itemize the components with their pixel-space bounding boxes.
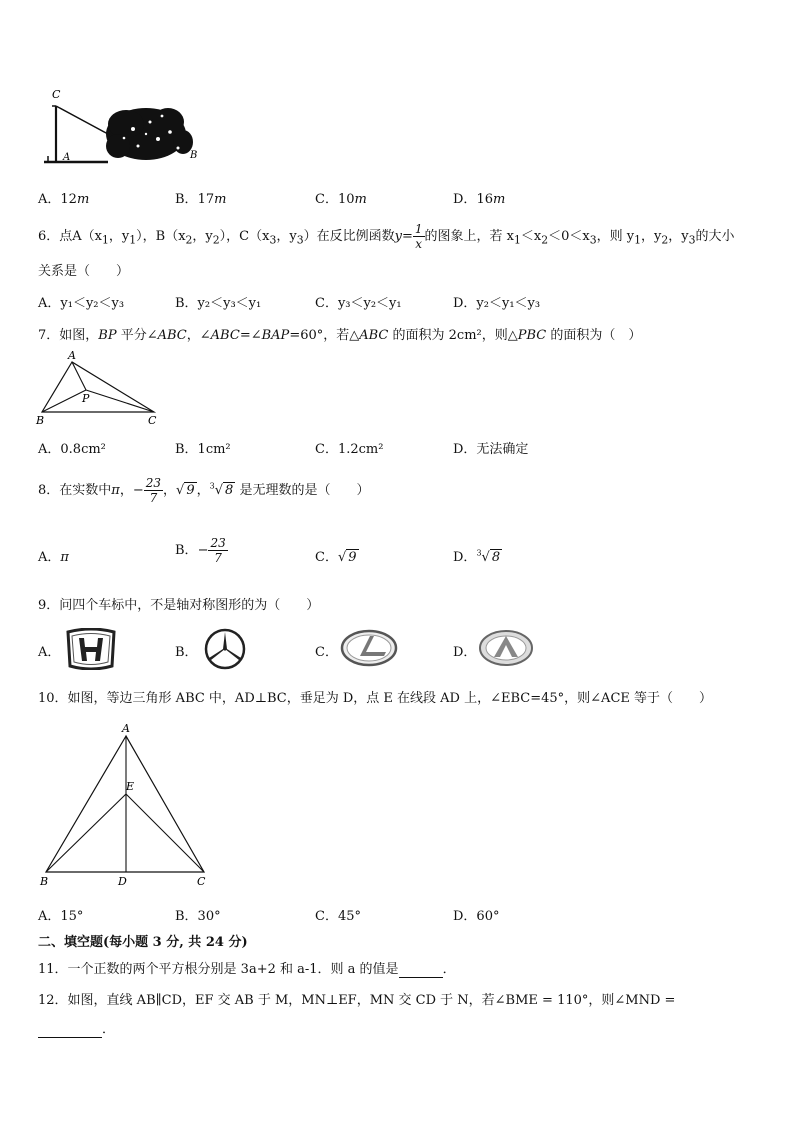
- infiniti-logo-icon: [478, 629, 534, 667]
- q10-option-b[interactable]: B．30°: [175, 909, 221, 924]
- q5-option-d[interactable]: D．16m: [453, 192, 506, 207]
- q9-option-c[interactable]: C．: [315, 645, 338, 660]
- q6-option-a[interactable]: A．y₁＜y₂＜y₃: [38, 296, 125, 311]
- q5-label-c: C: [52, 88, 61, 101]
- q10-label-e: E: [126, 780, 135, 793]
- q10-label-a: A: [122, 722, 130, 735]
- q12-answer-blank[interactable]: [38, 1022, 102, 1038]
- q9-option-b[interactable]: B．: [175, 645, 198, 660]
- q7-figure: [34, 348, 164, 428]
- q7-option-c[interactable]: C．1.2cm²: [315, 442, 384, 457]
- q8-option-a[interactable]: A．π: [38, 550, 69, 565]
- q8-fraction: $\frac{23}{7}$: [145, 476, 162, 505]
- q8-option-b[interactable]: B．− $\frac{23}{7}$: [175, 536, 226, 565]
- section-heading-fill-in: 二、填空题(每小题 3 分, 共 24 分): [38, 935, 248, 950]
- q6-fraction: $\frac{1}{x}$: [414, 222, 423, 251]
- q8-option-d[interactable]: D．$^3$√ 8: [453, 548, 501, 565]
- q8-text: 8．在实数中π，− $\frac{23}{7}$ ，√ 9 ，$^3$√ 8 是无理数的是（ ）: [38, 476, 370, 505]
- q10-label-c: C: [197, 875, 206, 888]
- q5-option-b[interactable]: B．17m: [175, 192, 227, 207]
- q5-figure: [38, 84, 218, 170]
- q11-answer-blank[interactable]: [399, 962, 443, 978]
- q8-sqrt: √ 9: [176, 483, 195, 498]
- q5-option-a[interactable]: A．12m: [38, 192, 90, 207]
- q7-option-a[interactable]: A．0.8cm²: [38, 442, 106, 457]
- q8-option-c[interactable]: C．√ 9: [315, 550, 357, 565]
- q10-label-d: D: [118, 875, 127, 888]
- q10-option-d[interactable]: D．60°: [453, 909, 500, 924]
- q6-text-line2: 关系是（ ）: [38, 264, 130, 279]
- q10-label-b: B: [40, 875, 49, 888]
- q6-option-d[interactable]: D．y₂＜y₁＜y₃: [453, 296, 541, 311]
- mercedes-logo-icon: [203, 627, 247, 671]
- q7-label-b: B: [36, 414, 45, 427]
- q12-answer-line: ．: [38, 1018, 115, 1038]
- q7-label-p: P: [82, 392, 90, 405]
- q6-text: 6．点$A(x_1$，$y_1$），$B(x_2$，$y_2$），$C(x_3$，$y_3$）在反比例函数y= $\frac{1}{x}$ 的图象上，若 $x_1<x_2<0<x_3$，则 $y_1$，$y_2$，$y_3$的大小: [38, 222, 735, 251]
- q7-option-d[interactable]: D．无法确定: [453, 442, 529, 457]
- honda-logo-icon: [64, 628, 118, 670]
- q5-label-a: A: [63, 152, 71, 163]
- q9-text: 9．问四个车标中，不是轴对称图形的为（ ）: [38, 598, 320, 613]
- q7-text: 7．如图，BP 平分∠ABC，∠ABC=∠BAP=60°，若△ABC 的面积为 2cm²，则△PBC 的面积为（ ）: [38, 328, 642, 343]
- q6-option-b[interactable]: B．y₂＜y₃＜y₁: [175, 296, 262, 311]
- q11-text: 11．一个正数的两个平方根分别是 3a+2 和 a-1．则 a 的值是 ．: [38, 962, 456, 977]
- q7-label-a: A: [68, 349, 76, 362]
- q6-option-c[interactable]: C．y₃＜y₂＜y₁: [315, 296, 402, 311]
- q9-option-a[interactable]: A．: [38, 645, 61, 660]
- q10-option-a[interactable]: A．15°: [38, 909, 84, 924]
- lexus-logo-icon: [340, 628, 398, 668]
- q5-option-c[interactable]: C．10m: [315, 192, 367, 207]
- q10-option-c[interactable]: C．45°: [315, 909, 361, 924]
- q12-text: 12．如图，直线 AB∥CD，EF 交 AB 于 M，MN⊥EF，MN 交 CD 于 N，若∠BME = 110°，则∠MND =: [38, 993, 676, 1008]
- q5-label-b: B: [190, 150, 198, 161]
- q10-text: 10．如图，等边三角形 ABC 中，AD⊥BC，垂足为 D，点 E 在线段 AD 上，∠EBC=45°，则∠ACE 等于（ ）: [38, 691, 713, 706]
- q9-option-d[interactable]: D．: [453, 645, 477, 660]
- q7-label-c: C: [148, 414, 157, 427]
- q8-cbrt: $^3$√ 8: [209, 481, 234, 498]
- q7-option-b[interactable]: B．1cm²: [175, 442, 231, 457]
- q10-figure: [36, 720, 216, 892]
